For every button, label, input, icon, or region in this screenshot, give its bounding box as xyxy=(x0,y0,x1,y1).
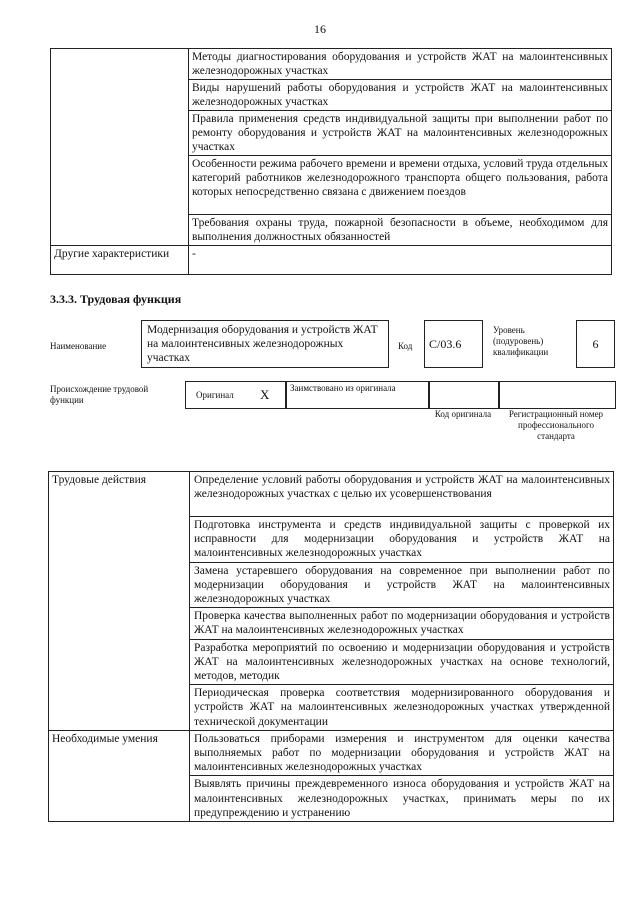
skill-cell: Пользоваться приборами измерения и инструментом для оценки качества выполняемых работ по модернизации оборудования и устройств ЖАТ на малоинтенсивных железнодорожных участках xyxy=(190,730,614,776)
origin-label: Происхождение трудовой функции xyxy=(50,384,149,405)
table-row xyxy=(49,472,614,517)
code-original-label: Код оригинала xyxy=(434,409,492,419)
action-cell: Замена устаревшего оборудования на современное при выполнении работ по модернизации оборудования и устройств ЖАТ на малоинтенсивных железнодорожных участках xyxy=(190,562,614,608)
label-cell-empty xyxy=(51,49,189,246)
code-box xyxy=(424,320,483,368)
borrowed-label: Заимствовано из оригинала xyxy=(290,383,396,393)
action-cell: Периодическая проверка соответствия модернизированного оборудования и устройств ЖАТ на малоинтенсивных железнодорожных участках утвержденной технической документации xyxy=(190,685,614,731)
original-label: Оригинал xyxy=(196,390,234,400)
table-row xyxy=(49,730,614,776)
section-title: 3.3.3. Трудовая функция xyxy=(50,292,182,306)
action-cell: Разработка мероприятий по освоению и модернизации оборудования и устройств ЖАТ на малоинтенсивных железнодорожных участках на основе технологий, методов, методик xyxy=(190,639,614,685)
code-original-box xyxy=(428,381,500,409)
name-box xyxy=(141,320,389,368)
action-cell: Подготовка инструмента и средств индивидуальной защиты с проверкой их исправности для модернизации оборудования и устройств ЖАТ на малоинтенсивных железнодорожных участках xyxy=(190,517,614,563)
actions-table xyxy=(48,471,614,822)
code-value: C/03.6 xyxy=(429,337,462,351)
table-row xyxy=(51,246,612,275)
knowledge-table xyxy=(50,48,612,275)
action-cell: Проверка качества выполненных работ по модернизации оборудования и устройств ЖАТ на малоинтенсивных железнодорожных участках xyxy=(190,608,614,639)
actions-label: Трудовые действия xyxy=(49,472,190,731)
table-cell: Методы диагностирования оборудования и устройств ЖАТ на малоинтенсивных железнодорожных участках xyxy=(189,49,612,80)
level-label: Уровень (подуровень) квалификации xyxy=(493,325,549,357)
reg-number-box xyxy=(498,381,616,409)
action-cell: Определение условий работы оборудования и устройств ЖАТ на малоинтенсивных железнодорожных участках с целью их усовершенствования xyxy=(190,472,614,517)
other-characteristics-label: Другие характеристики xyxy=(51,246,189,275)
table-cell: Особенности режима рабочего времени и времени отдыха, условий труда отдельных категорий работников железнодорожного транспорта общего пользования, работа которых непосредственно связана с движением поездов xyxy=(189,156,612,215)
level-box xyxy=(576,320,615,368)
original-mark: X xyxy=(260,387,270,402)
name-label: Наименование xyxy=(50,341,107,351)
original-box xyxy=(185,381,287,409)
code-label: Код xyxy=(398,341,413,351)
skill-cell: Выявлять причины преждевременного износа оборудования и устройств ЖАТ на малоинтенсивных железнодорожных участках, принимать меры по их предупреждению и устранению xyxy=(190,776,614,822)
name-value: Модернизация оборудования и устройств ЖАТ на малоинтенсивных железнодорожных участках xyxy=(147,324,378,364)
borrowed-box xyxy=(285,381,430,409)
page-number: 16 xyxy=(314,22,326,36)
skills-label: Необходимые умения xyxy=(49,730,190,821)
other-characteristics-value: - xyxy=(189,246,612,275)
table-cell: Правила применения средств индивидуальной защиты при выполнении работ по ремонту оборудования и устройств ЖАТ на малоинтенсивных железнодорожных участках xyxy=(189,111,612,156)
table-cell: Виды нарушений работы оборудования и устройств ЖАТ на малоинтенсивных железнодорожных участках xyxy=(189,80,612,111)
table-cell: Требования охраны труда, пожарной безопасности в объеме, необходимом для выполнения должностных обязанностей xyxy=(189,215,612,246)
level-value: 6 xyxy=(592,337,599,351)
reg-number-label: Регистрационный номер профессионального стандарта xyxy=(508,409,604,441)
table-row xyxy=(51,49,612,80)
